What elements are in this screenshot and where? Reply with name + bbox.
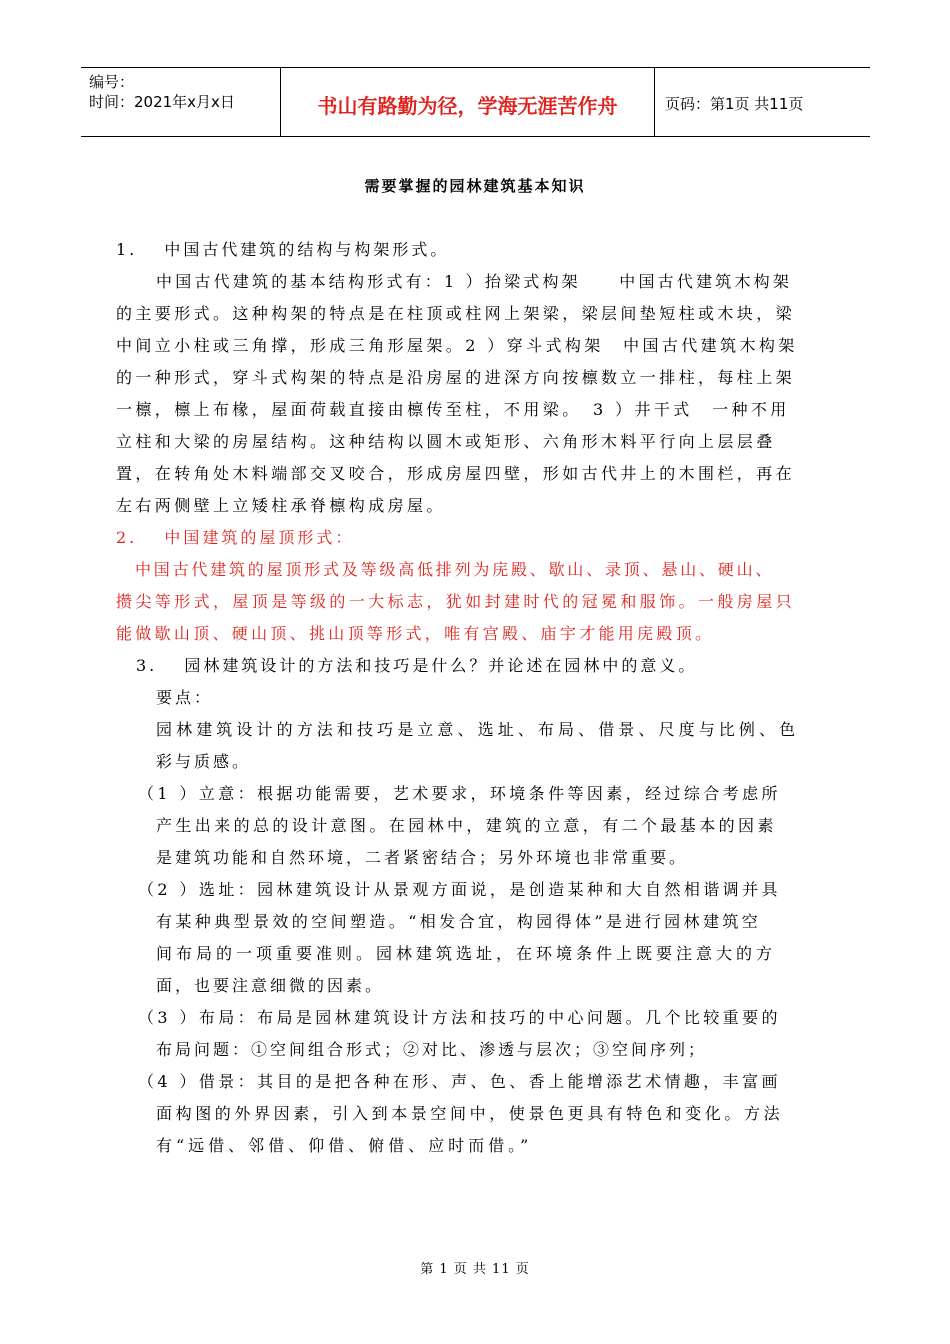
body-line: 面，也要注意细微的因素。 xyxy=(156,976,385,995)
body-line: 一檩，檩上布椽，屋面荷载直接由檩传至柱，不用梁。 3 ）井干式 一种不用 xyxy=(116,400,790,419)
section-heading-3: 3. 园林建筑设计的方法和技巧是什么？并论述在园林中的意义。 xyxy=(136,656,698,675)
header-motto-cell xyxy=(281,68,655,136)
body-line-red: 攒尖等形式，屋顶是等级的一大标志，犹如封建时代的冠冕和服饰。一般房屋只 xyxy=(116,592,796,611)
motto-text: 书山有路勤为径，学海无涯苦作舟 xyxy=(317,94,618,118)
body-line-red: 中国古代建筑的屋顶形式及等级高低排列为庑殿、歇山、录顶、悬山、硬山、 xyxy=(135,560,775,579)
body-line: 是建筑功能和自然环境，二者紧密结合；另外环境也非常重要。 xyxy=(156,848,689,867)
list-item-2: （2 ）选址：园林建筑设计从景观方面说，是创造某种和大自然相谐调并具 xyxy=(138,880,781,899)
body-line-red: 能做歇山顶、硬山顶、挑山顶等形式，唯有宫殿、庙宇才能用庑殿顶。 xyxy=(116,624,715,643)
body-line: 有某种典型景效的空间塑造。“相发合宜，构园得体”是进行园林建筑空 xyxy=(156,912,762,931)
header-table xyxy=(81,67,870,137)
list-item-3: （3 ）布局：布局是园林建筑设计方法和技巧的中心问题。几个比较重要的 xyxy=(138,1008,781,1027)
body-line: 要点： xyxy=(156,688,214,707)
section-heading-1: 1. 中国古代建筑的结构与构架形式。 xyxy=(116,240,450,259)
number-label: 编号： xyxy=(89,73,135,91)
page-info: 页码：第1页 共11页 xyxy=(665,95,804,113)
time-label: 时间：2021年x月x日 xyxy=(89,93,235,111)
body-line: 立柱和大梁的房屋结构。这种结构以圆木或矩形、六角形木料平行向上层层叠 xyxy=(116,432,776,451)
body-line: 布局问题：①空间组合形式；②对比、渗透与层次；③空间序列； xyxy=(156,1040,708,1059)
body-line: 园林建筑设计的方法和技巧是立意、选址、布局、借景、尺度与比例、色 xyxy=(156,720,800,739)
body-line: 的主要形式。这种构架的特点是在柱顶或柱网上架梁，梁层间垫短柱或木块，梁 xyxy=(116,304,796,323)
body-line: 面构图的外界因素，引入到本景空间中，使景色更具有特色和变化。方法 xyxy=(156,1104,784,1123)
body-line: 置，在转角处木料端部交叉咬合，形成房屋四壁，形如古代井上的木围栏，再在 xyxy=(116,464,796,483)
header-info-cell xyxy=(81,68,281,136)
page-footer: 第 1 页 共 11 页 xyxy=(420,1262,530,1277)
body-line: 中间立小柱或三角撑，形成三角形屋架。2 ）穿斗式构架 中国古代建筑木构架 xyxy=(116,336,798,355)
list-item-4: （4 ）借景：其目的是把各种在形、声、色、香上能增添艺术情趣，丰富画 xyxy=(138,1072,781,1091)
body-line: 有“远借、邻借、仰借、俯借、应时而借。” xyxy=(156,1136,533,1155)
section-heading-2: 2. 中国建筑的屋顶形式： xyxy=(116,528,355,547)
body-line: 彩与质感。 xyxy=(156,752,252,771)
body-line: 中国古代建筑的基本结构形式有：1 ）抬梁式构架 中国古代建筑木构架 xyxy=(156,272,793,291)
list-item-1: （1 ）立意：根据功能需要，艺术要求，环境条件等因素，经过综合考虑所 xyxy=(138,784,781,803)
body-line: 产生出来的总的设计意图。在园林中，建筑的立意，有二个最基本的因素 xyxy=(156,816,777,835)
body-line: 的一种形式，穿斗式构架的特点是沿房屋的进深方向按檩数立一排柱，每柱上架 xyxy=(116,368,796,387)
body-line: 左右两侧壁上立矮柱承脊檩构成房屋。 xyxy=(116,496,446,515)
document-title: 需要掌握的园林建筑基本知识 xyxy=(364,177,586,195)
body-line: 间布局的一项重要准则。园林建筑选址，在环境条件上既要注意大的方 xyxy=(156,944,777,963)
